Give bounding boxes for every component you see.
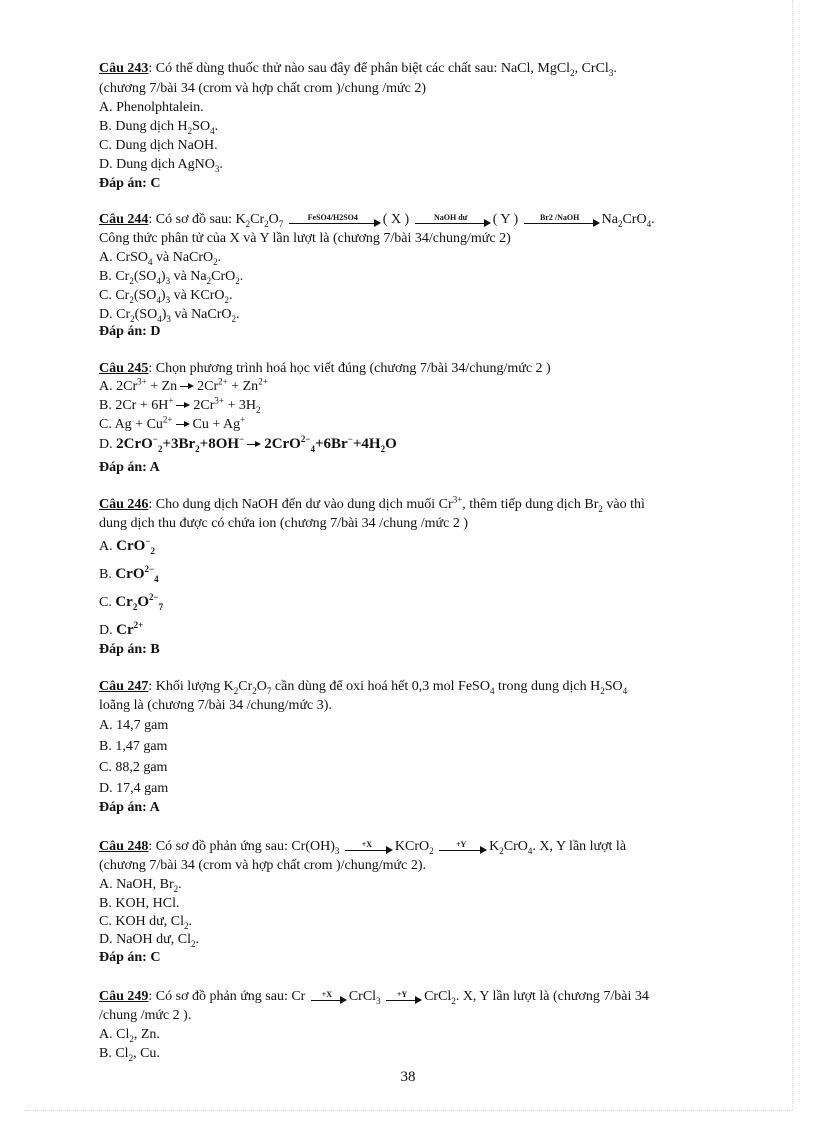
q245-equation-d: $2CrO^-_2+3Br_2+8OH^-$ $2CrO^{2-}_4+6Br^-+4H_2O$ xyxy=(116,434,397,454)
q249-option-a: A. $Cl_2$, Zn. xyxy=(99,1027,160,1044)
q246-label: Câu 246 xyxy=(99,497,149,512)
reaction-arrow-icon: +Y xyxy=(439,840,487,854)
q244-option-d: D. $Cr_2(SO_4)_3$ và NaCrO$_2$. xyxy=(99,307,240,324)
q247-option-d: D. 17,4 gam xyxy=(99,781,169,796)
q244-stem: Câu 244: Có sơ đồ sau: $K_2Cr_2O_7$ FeSO4/H2SO4 ( X ) NaOH dư ( Y ) Br2 /NaOH $Na_2CrO_4$. xyxy=(99,212,655,229)
q245-option-c: C. $Ag + Cu^{2+}$ Cu + Ag+ xyxy=(99,414,246,432)
arrow-icon xyxy=(176,420,190,430)
q247-label: Câu 247 xyxy=(99,679,149,694)
q244-label: Câu 244 xyxy=(99,212,149,227)
arrow-icon xyxy=(247,440,261,450)
q248-line2: (chương 7/bài 34 (crom và hợp chất crom )/chung/mức 2). xyxy=(99,858,426,873)
q245-option-b: B. 2Cr + 6H+ $2Cr^{3+} + 3H_2$ xyxy=(99,395,261,415)
q245-option-d: D. $2CrO^-_2+3Br_2+8OH^-$ $2CrO^{2-}_4+6Br^-+4H_2O$ xyxy=(99,434,397,454)
arrow-icon xyxy=(176,401,190,411)
q243-option-c: C. Dung dịch NaOH. xyxy=(99,138,218,153)
page-border-bottom xyxy=(24,1110,794,1111)
q248-label: Câu 248 xyxy=(99,839,149,854)
reaction-arrow-icon: +X xyxy=(345,840,393,854)
q245-label: Câu 245 xyxy=(99,361,149,376)
q249-stem: Câu 249: Có sơ đồ phản ứng sau: Cr +X CrCl$_3$ +Y CrCl$_2$. X, Y lần lượt là (chương 7/bài 34 xyxy=(99,989,649,1006)
q246-answer: Đáp án: B xyxy=(99,642,160,657)
q246-option-c: C. $Cr_2O^{2-}_7$ xyxy=(99,592,164,612)
page-border-right xyxy=(792,0,793,1110)
q248-option-a: A. NaOH, $Br_2$. xyxy=(99,877,182,894)
q246-stem: Câu 246: Cho dung dịch NaOH đến dư vào dung dịch muối $Cr^{3+}$, thêm tiếp dung dịch $Br_2$ vào thì xyxy=(99,494,645,514)
q249-label: Câu 249 xyxy=(99,989,149,1004)
q245-answer: Đáp án: A xyxy=(99,460,160,475)
q245-stem: Câu 245: Chọn phương trình hoá học viết đúng (chương 7/bài 34/chung/mức 2 ) xyxy=(99,361,551,376)
q247-option-a: A. 14,7 gam xyxy=(99,718,169,733)
q243-option-b: B. Dung dịch $H_2SO_4$. xyxy=(99,119,219,136)
page-number: 38 xyxy=(400,1069,416,1085)
q244-line2: Công thức phân tử của X và Y lần lượt là (chương 7/bài 34/chung/mức 2) xyxy=(99,231,511,246)
q246-option-a: A. CrO−$_2$ xyxy=(99,536,155,556)
q249-option-b: B. $Cl_2$, Cu. xyxy=(99,1046,160,1063)
q248-stem: Câu 248: Có sơ đồ phản ứng sau: $Cr(OH)_3$ +X KCrO$_2$ +Y $K_2CrO_4$. X, Y lần lượt là xyxy=(99,839,627,856)
q249-line2: /chung /mức 2 ). xyxy=(99,1008,192,1023)
q247-stem: Câu 247: Khối lượng $K_2Cr_2O_7$ cần dùng để oxi hoá hết 0,3 mol FeSO$_4$ trong dung dịch $H_2SO_4$ xyxy=(99,679,628,696)
q245-option-a: A. $2Cr^{3+} + Zn$ $2Cr^{2+} + Zn^{2+}$ xyxy=(99,376,268,394)
q247-option-c: C. 88,2 gam xyxy=(99,760,168,775)
q244-answer: Đáp án: D xyxy=(99,324,161,339)
q243-stem: Câu 243: Có thể dùng thuốc thử nào sau đây để phân biệt các chất sau: NaCl, MgCl$_2$, CrCl$_3$. xyxy=(99,61,617,78)
q244-option-a: A. CrSO$_4$ và NaCrO$_2$. xyxy=(99,250,222,267)
q248-option-b: B. KOH, HCl. xyxy=(99,896,180,911)
q243-option-a: A. Phenolphtalein. xyxy=(99,100,204,115)
q244-option-c: C. $Cr_2(SO_4)_3$ và KCrO$_2$. xyxy=(99,288,233,305)
q246-option-d: D. $Cr^{2+}$ xyxy=(99,620,144,638)
q243-option-d: D. Dung dịch AgNO$_3$. xyxy=(99,157,223,174)
q243-answer: Đáp án: C xyxy=(99,176,161,191)
q243-label: Câu 243 xyxy=(99,61,149,76)
reaction-arrow-icon: +X xyxy=(311,990,347,1004)
arrow-icon xyxy=(180,382,194,392)
q247-option-b: B. 1,47 gam xyxy=(99,739,168,754)
q248-option-d: D. NaOH dư, $Cl_2$. xyxy=(99,932,199,949)
q246-option-b: B. CrO$^{2-}_4$ xyxy=(99,564,159,584)
q248-option-c: C. KOH dư, $Cl_2$. xyxy=(99,914,192,931)
q243-meta: (chương 7/bài 34 (crom và hợp chất crom )/chung /mức 2) xyxy=(99,81,426,96)
reaction-arrow-icon: +Y xyxy=(386,990,422,1004)
q244-option-b: B. $Cr_2(SO_4)_3$ và $Na_2CrO_2$. xyxy=(99,269,244,286)
reaction-arrow-icon: FeSO4/H2SO4 xyxy=(289,213,381,227)
q247-answer: Đáp án: A xyxy=(99,800,160,815)
reaction-arrow-icon: NaOH dư xyxy=(415,213,491,227)
q247-line2: loãng là (chương 7/bài 34 /chung/mức 3). xyxy=(99,698,332,713)
reaction-arrow-icon: Br2 /NaOH xyxy=(524,213,600,227)
q246-line2: dung dịch thu được có chứa ion (chương 7/bài 34 /chung /mức 2 ) xyxy=(99,516,469,531)
q248-answer: Đáp án: C xyxy=(99,950,161,965)
